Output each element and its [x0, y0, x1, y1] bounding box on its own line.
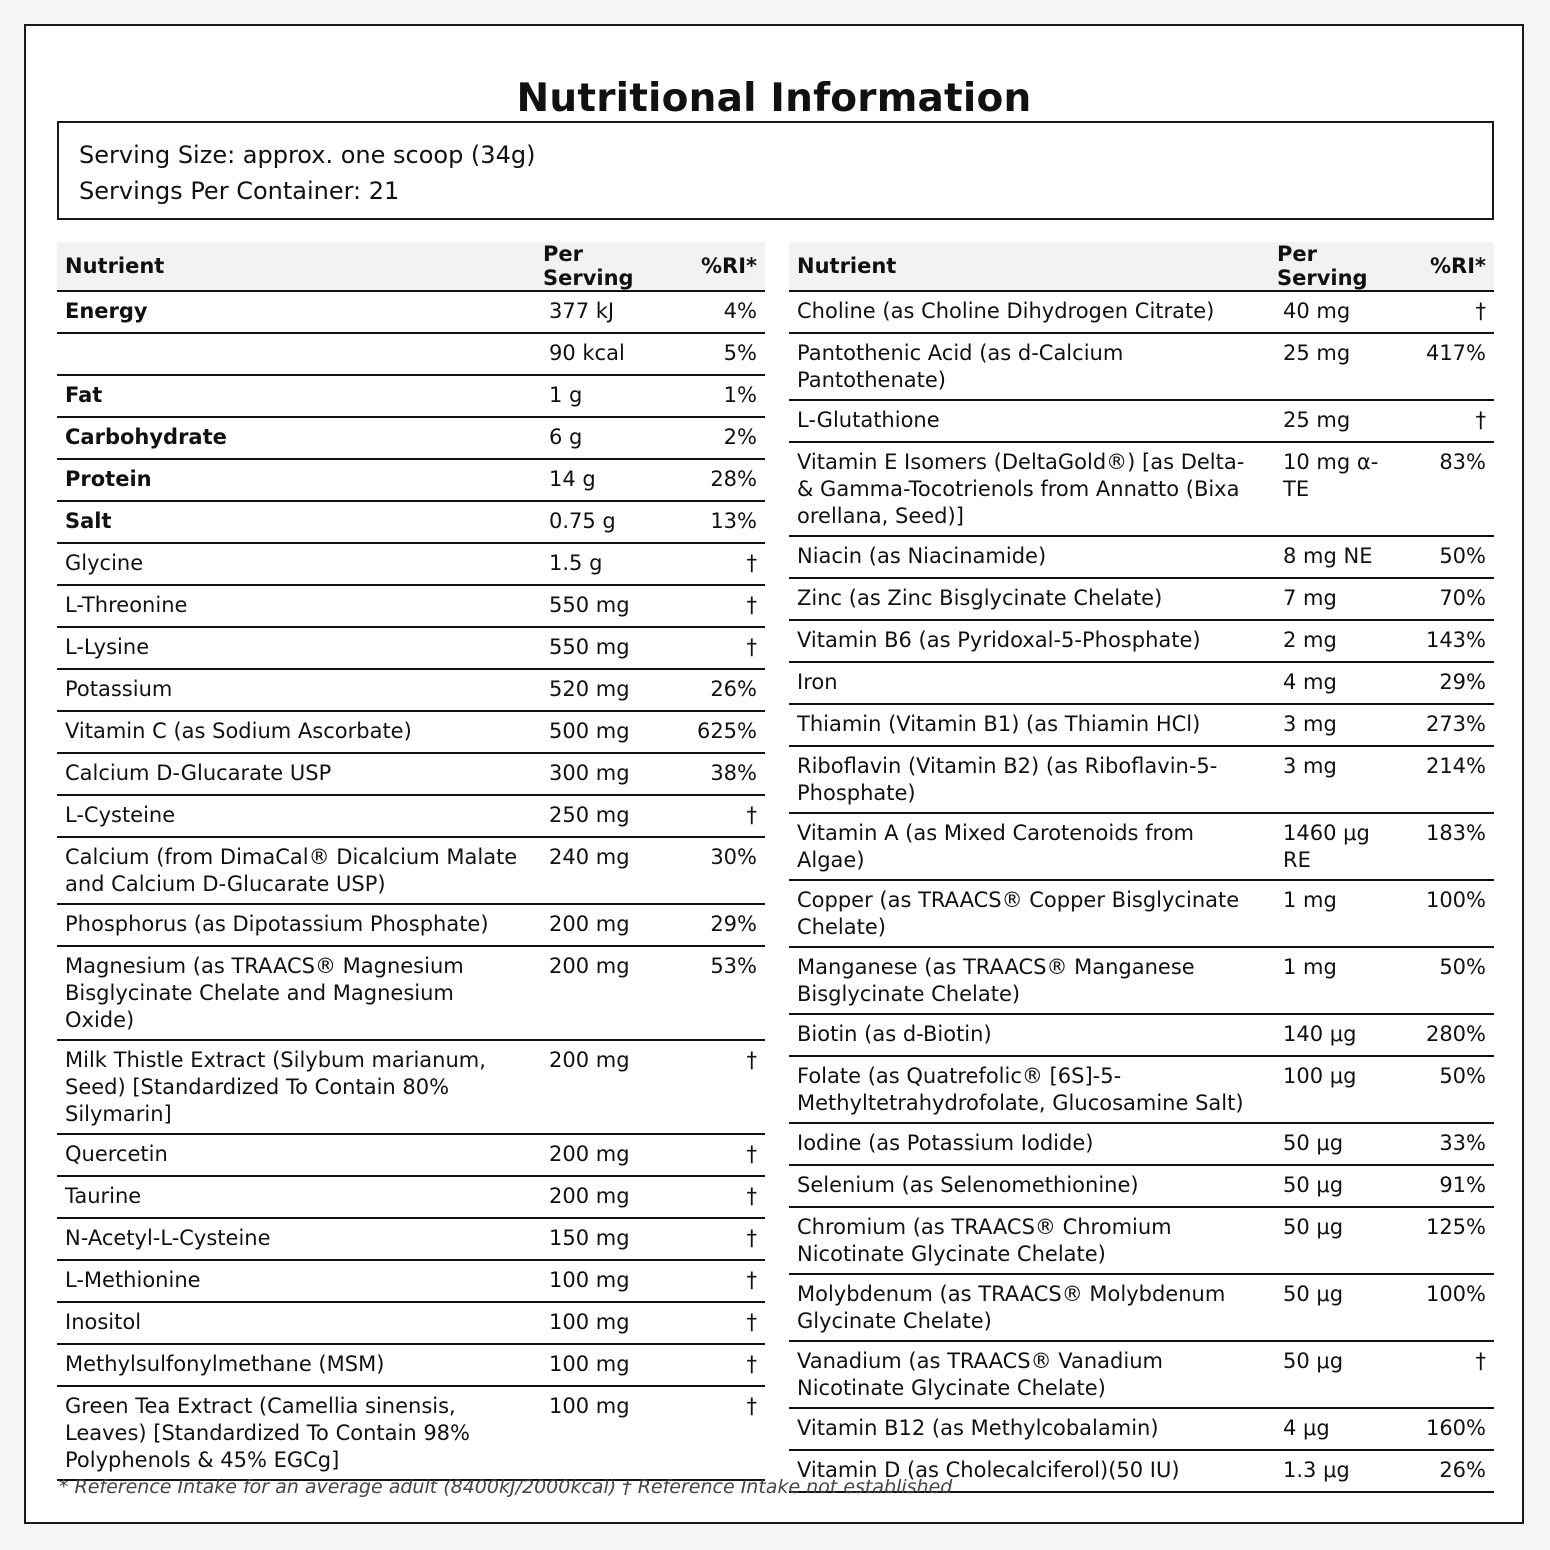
table-row	[789, 333, 1494, 400]
per-serving-value: 50 μg	[1269, 1274, 1404, 1341]
per-serving-value: 140 μg	[1269, 1014, 1404, 1056]
ri-value: 625%	[670, 711, 765, 753]
nutrient-name: Inositol	[57, 1302, 535, 1344]
nutrient-name: Calcium D-Glucarate USP	[57, 753, 535, 795]
ri-value: †	[670, 1260, 765, 1302]
table-row	[57, 711, 765, 753]
nutrient-name: L-Threonine	[57, 585, 535, 627]
nutrient-name: Selenium (as Selenomethionine)	[789, 1165, 1269, 1207]
nutrient-name: Potassium	[57, 669, 535, 711]
header-nutrient: Nutrient	[789, 242, 1269, 291]
nutrition-panel	[24, 24, 1524, 1524]
ri-value: 26%	[1404, 1450, 1494, 1492]
nutrient-name: L-Cysteine	[57, 795, 535, 837]
per-serving-value: 100 mg	[535, 1344, 670, 1386]
header-per-serving: Per Serving	[1269, 242, 1404, 291]
table-row	[57, 1176, 765, 1218]
nutrient-name: Biotin (as d-Biotin)	[789, 1014, 1269, 1056]
ri-value: 143%	[1404, 620, 1494, 662]
ri-value: 28%	[670, 459, 765, 501]
per-serving-value: 200 mg	[535, 1134, 670, 1176]
per-serving-value: 3 mg	[1269, 746, 1404, 813]
per-serving-value: 550 mg	[535, 585, 670, 627]
per-serving-value: 1 mg	[1269, 880, 1404, 947]
table-row	[57, 1040, 765, 1134]
table-row	[57, 1386, 765, 1480]
per-serving-value: 240 mg	[535, 837, 670, 904]
ri-value: †	[670, 1218, 765, 1260]
servings-per-container: Servings Per Container: 21	[79, 177, 400, 205]
ri-value: 417%	[1404, 333, 1494, 400]
nutrient-name: Protein	[57, 459, 535, 501]
nutrient-name: Vitamin E Isomers (DeltaGold®) [as Delta- & Gamma-Tocotrienols from Annatto (Bixa orellana, Seed)]	[789, 442, 1269, 536]
table-row	[789, 1341, 1494, 1408]
per-serving-value: 50 μg	[1269, 1207, 1404, 1274]
table-row	[789, 578, 1494, 620]
per-serving-value: 1 g	[535, 375, 670, 417]
table-row	[57, 1302, 765, 1344]
per-serving-value: 3 mg	[1269, 704, 1404, 746]
ri-value: †	[670, 1134, 765, 1176]
nutrient-name: Folate (as Quatrefolic® [6S]-5-Methyltetrahydrofolate, Glucosamine Salt)	[789, 1056, 1269, 1123]
nutrient-name: Vitamin B6 (as Pyridoxal-5-Phosphate)	[789, 620, 1269, 662]
table-row	[57, 904, 765, 946]
table-row	[57, 946, 765, 1040]
nutrient-name: Pantothenic Acid (as d-Calcium Pantothenate)	[789, 333, 1269, 400]
nutrient-name: N-Acetyl-L-Cysteine	[57, 1218, 535, 1260]
per-serving-value: 250 mg	[535, 795, 670, 837]
nutrient-name: Molybdenum (as TRAACS® Molybdenum Glycinate Chelate)	[789, 1274, 1269, 1341]
ri-value: †	[670, 627, 765, 669]
table-row	[57, 1260, 765, 1302]
table-row	[789, 536, 1494, 578]
table-row	[789, 947, 1494, 1014]
footnote: * Reference Intake for an average adult (8400kJ/2000kcal) † Reference Intake not established	[59, 1476, 953, 1498]
table-row	[789, 1123, 1494, 1165]
table-row	[789, 1207, 1494, 1274]
nutrient-name: Quercetin	[57, 1134, 535, 1176]
ri-value: 13%	[670, 501, 765, 543]
per-serving-value: 550 mg	[535, 627, 670, 669]
ri-value: 5%	[670, 333, 765, 375]
nutrient-name: Vitamin A (as Mixed Carotenoids from Algae)	[789, 813, 1269, 880]
ri-value: 4%	[670, 291, 765, 333]
ri-value: †	[670, 1040, 765, 1134]
nutrient-name: L-Glutathione	[789, 400, 1269, 442]
table-row	[57, 459, 765, 501]
serving-info-box	[57, 121, 1494, 220]
table-row	[789, 400, 1494, 442]
table-row	[789, 620, 1494, 662]
nutrient-name: Vitamin D (as Cholecalciferol)(50 IU)	[789, 1450, 1269, 1492]
nutrient-name: Phosphorus (as Dipotassium Phosphate)	[57, 904, 535, 946]
table-row	[789, 704, 1494, 746]
nutrient-name: Magnesium (as TRAACS® Magnesium Bisglycinate Chelate and Magnesium Oxide)	[57, 946, 535, 1040]
ri-value: †	[670, 1386, 765, 1480]
nutrient-name: Calcium (from DimaCal® Dicalcium Malate and Calcium D-Glucarate USP)	[57, 837, 535, 904]
table-row	[789, 1056, 1494, 1123]
per-serving-value: 8 mg NE	[1269, 536, 1404, 578]
table-row	[789, 291, 1494, 333]
table-row	[57, 669, 765, 711]
nutrient-name: Green Tea Extract (Camellia sinensis, Leaves) [Standardized To Contain 98% Polyphenols & 45% EGCg]	[57, 1386, 535, 1480]
left-nutrient-table	[57, 242, 765, 1481]
table-row	[57, 837, 765, 904]
nutrient-name: Fat	[57, 375, 535, 417]
serving-size: Serving Size: approx. one scoop (34g)	[79, 141, 536, 169]
nutrient-name: Choline (as Choline Dihydrogen Citrate)	[789, 291, 1269, 333]
table-row	[57, 753, 765, 795]
nutrient-name: Salt	[57, 501, 535, 543]
header-ri: %RI*	[670, 242, 765, 291]
ri-value: 273%	[1404, 704, 1494, 746]
ri-value: †	[1404, 400, 1494, 442]
ri-value: 30%	[670, 837, 765, 904]
nutrient-name: Vanadium (as TRAACS® Vanadium Nicotinate Glycinate Chelate)	[789, 1341, 1269, 1408]
ri-value: †	[670, 1344, 765, 1386]
ri-value: †	[670, 543, 765, 585]
ri-value: 2%	[670, 417, 765, 459]
nutrient-name: Glycine	[57, 543, 535, 585]
per-serving-value: 100 mg	[535, 1302, 670, 1344]
nutrient-name: Vitamin C (as Sodium Ascorbate)	[57, 711, 535, 753]
right-nutrient-table-wrap	[789, 242, 1494, 1493]
ri-value: †	[670, 1302, 765, 1344]
table-row	[789, 662, 1494, 704]
ri-value: †	[1404, 1341, 1494, 1408]
nutrient-name: L-Methionine	[57, 1260, 535, 1302]
nutrient-name: L-Lysine	[57, 627, 535, 669]
per-serving-value: 150 mg	[535, 1218, 670, 1260]
per-serving-value: 500 mg	[535, 711, 670, 753]
per-serving-value: 520 mg	[535, 669, 670, 711]
nutrient-name: Energy	[57, 291, 535, 333]
nutrient-name	[57, 333, 535, 375]
table-row	[789, 813, 1494, 880]
ri-value: 33%	[1404, 1123, 1494, 1165]
per-serving-value: 50 μg	[1269, 1341, 1404, 1408]
table-row	[57, 627, 765, 669]
table-row	[789, 1165, 1494, 1207]
ri-value: 83%	[1404, 442, 1494, 536]
ri-value: 50%	[1404, 1056, 1494, 1123]
table-row	[57, 1134, 765, 1176]
per-serving-value: 2 mg	[1269, 620, 1404, 662]
left-table-body	[57, 291, 765, 1480]
per-serving-value: 100 mg	[535, 1386, 670, 1480]
nutrient-name: Methylsulfonylmethane (MSM)	[57, 1344, 535, 1386]
table-row	[789, 1408, 1494, 1450]
ri-value: 50%	[1404, 536, 1494, 578]
table-row	[57, 543, 765, 585]
nutrient-name: Copper (as TRAACS® Copper Bisglycinate Chelate)	[789, 880, 1269, 947]
nutrient-name: Vitamin B12 (as Methylcobalamin)	[789, 1408, 1269, 1450]
header-per-serving: Per Serving	[535, 242, 670, 291]
per-serving-value: 50 μg	[1269, 1123, 1404, 1165]
nutrient-name: Iron	[789, 662, 1269, 704]
ri-value: 29%	[670, 904, 765, 946]
header-ri: %RI*	[1404, 242, 1494, 291]
table-row	[57, 375, 765, 417]
nutrient-name: Iodine (as Potassium Iodide)	[789, 1123, 1269, 1165]
ri-value: †	[670, 795, 765, 837]
per-serving-value: 200 mg	[535, 904, 670, 946]
per-serving-value: 0.75 g	[535, 501, 670, 543]
table-row	[57, 1344, 765, 1386]
per-serving-value: 1.3 μg	[1269, 1450, 1404, 1492]
per-serving-value: 10 mg α-TE	[1269, 442, 1404, 536]
ri-value: †	[1404, 291, 1494, 333]
nutrient-name: Chromium (as TRAACS® Chromium Nicotinate Glycinate Chelate)	[789, 1207, 1269, 1274]
per-serving-value: 50 μg	[1269, 1165, 1404, 1207]
table-row	[57, 417, 765, 459]
table-header-row	[789, 242, 1494, 291]
table-row	[789, 1274, 1494, 1341]
per-serving-value: 6 g	[535, 417, 670, 459]
table-header-row	[57, 242, 765, 291]
ri-value: 50%	[1404, 947, 1494, 1014]
table-row	[57, 501, 765, 543]
per-serving-value: 1.5 g	[535, 543, 670, 585]
per-serving-value: 4 mg	[1269, 662, 1404, 704]
nutrient-name: Manganese (as TRAACS® Manganese Bisglycinate Chelate)	[789, 947, 1269, 1014]
per-serving-value: 1 mg	[1269, 947, 1404, 1014]
per-serving-value: 200 mg	[535, 946, 670, 1040]
per-serving-value: 7 mg	[1269, 578, 1404, 620]
table-row	[57, 1218, 765, 1260]
ri-value: 53%	[670, 946, 765, 1040]
ri-value: 91%	[1404, 1165, 1494, 1207]
ri-value: 100%	[1404, 1274, 1494, 1341]
ri-value: 1%	[670, 375, 765, 417]
ri-value: 38%	[670, 753, 765, 795]
per-serving-value: 1460 μg RE	[1269, 813, 1404, 880]
ri-value: 29%	[1404, 662, 1494, 704]
per-serving-value: 200 mg	[535, 1040, 670, 1134]
ri-value: 214%	[1404, 746, 1494, 813]
table-row	[57, 333, 765, 375]
ri-value: 100%	[1404, 880, 1494, 947]
ri-value: †	[670, 585, 765, 627]
ri-value: 70%	[1404, 578, 1494, 620]
ri-value: 280%	[1404, 1014, 1494, 1056]
ri-value: †	[670, 1176, 765, 1218]
per-serving-value: 100 mg	[535, 1260, 670, 1302]
nutrient-name: Carbohydrate	[57, 417, 535, 459]
per-serving-value: 90 kcal	[535, 333, 670, 375]
header-nutrient: Nutrient	[57, 242, 535, 291]
right-table-body	[789, 291, 1494, 1492]
ri-value: 125%	[1404, 1207, 1494, 1274]
page-title: Nutritional Information	[516, 76, 1032, 121]
nutrient-name: Riboflavin (Vitamin B2) (as Riboflavin-5-Phosphate)	[789, 746, 1269, 813]
per-serving-value: 4 μg	[1269, 1408, 1404, 1450]
left-nutrient-table-wrap	[57, 242, 765, 1481]
per-serving-value: 40 mg	[1269, 291, 1404, 333]
ri-value: 160%	[1404, 1408, 1494, 1450]
per-serving-value: 25 mg	[1269, 333, 1404, 400]
right-nutrient-table	[789, 242, 1494, 1493]
table-row	[789, 1014, 1494, 1056]
table-row	[57, 795, 765, 837]
per-serving-value: 200 mg	[535, 1176, 670, 1218]
table-row	[57, 291, 765, 333]
per-serving-value: 377 kJ	[535, 291, 670, 333]
table-row	[57, 585, 765, 627]
per-serving-value: 100 μg	[1269, 1056, 1404, 1123]
table-row	[789, 746, 1494, 813]
per-serving-value: 300 mg	[535, 753, 670, 795]
per-serving-value: 25 mg	[1269, 400, 1404, 442]
nutrient-name: Milk Thistle Extract (Silybum marianum, Seed) [Standardized To Contain 80% Silymarin]	[57, 1040, 535, 1134]
nutrient-name: Thiamin (Vitamin B1) (as Thiamin HCl)	[789, 704, 1269, 746]
table-row	[789, 880, 1494, 947]
ri-value: 183%	[1404, 813, 1494, 880]
ri-value: 26%	[670, 669, 765, 711]
per-serving-value: 14 g	[535, 459, 670, 501]
table-row	[789, 442, 1494, 536]
nutrient-name: Zinc (as Zinc Bisglycinate Chelate)	[789, 578, 1269, 620]
nutrient-name: Taurine	[57, 1176, 535, 1218]
nutrient-name: Niacin (as Niacinamide)	[789, 536, 1269, 578]
